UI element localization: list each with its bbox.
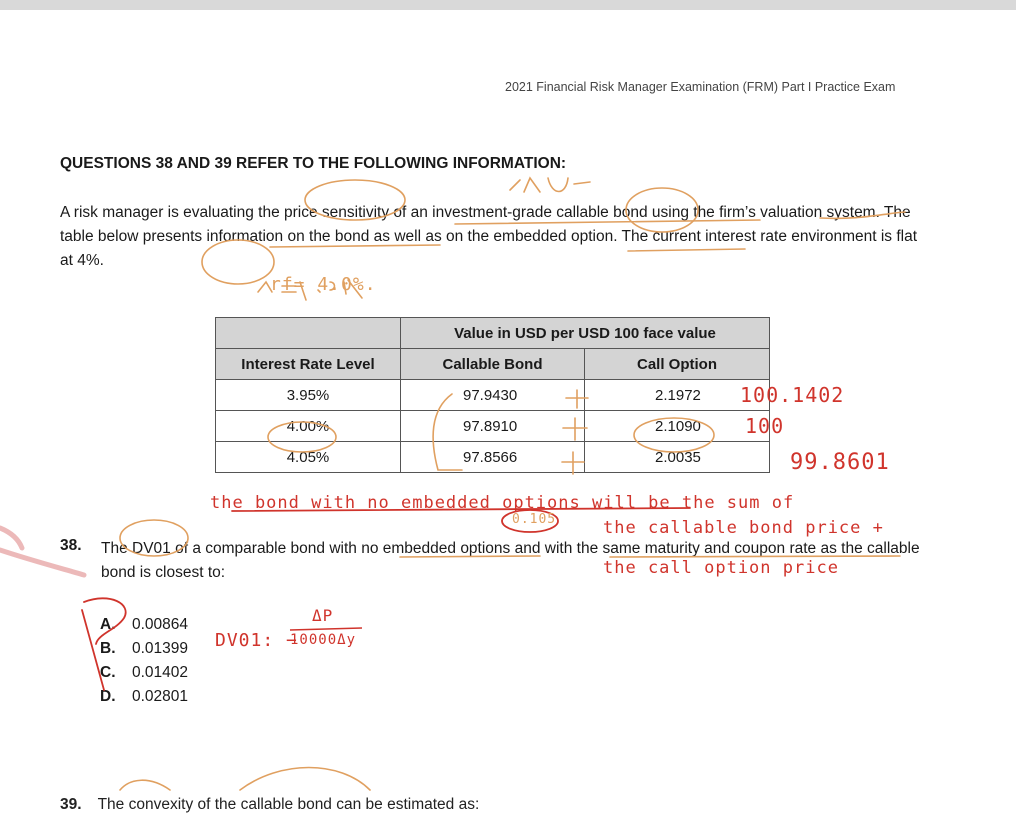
answer-option-b[interactable] xyxy=(100,640,188,658)
option-value: 0.01399 xyxy=(132,640,189,657)
handwritten-note-line-2: the callable bond price + xyxy=(603,518,884,538)
table-cell-rate: 4.05% xyxy=(216,442,401,473)
handwritten-sum-1: 100.1402 xyxy=(740,383,845,407)
option-value: 0.00864 xyxy=(132,616,189,633)
page-header: 2021 Financial Risk Manager Examination (FRM) Part I Practice Exam xyxy=(505,80,896,94)
handwritten-rf-note: rf= 4.0%. xyxy=(270,274,377,295)
ink-margin-mark-upper xyxy=(0,528,22,548)
answer-option-a[interactable] xyxy=(100,616,188,634)
bond-value-table xyxy=(215,317,770,473)
handwritten-sum-2: 100 xyxy=(745,414,785,438)
handwritten-sum-3: 99.8601 xyxy=(790,450,890,475)
answer-option-c[interactable] xyxy=(100,664,188,682)
ink-fraction-bar xyxy=(290,628,362,630)
table-row xyxy=(216,411,770,442)
column-header-rate: Interest Rate Level xyxy=(216,349,401,380)
table-cell-callable-bond: 97.8910 xyxy=(401,411,585,442)
option-letter: C. xyxy=(100,664,116,681)
next-question-text: The convexity of the callable bond can be estimated as: xyxy=(97,796,480,813)
table-row xyxy=(216,380,770,411)
next-question-number: 39. xyxy=(60,796,82,813)
table-group-header: Value in USD per USD 100 face value xyxy=(401,318,770,349)
ink-scribble-chinese xyxy=(510,178,590,192)
handwritten-formula-denominator: 10000Δy xyxy=(290,632,357,648)
option-value: 0.02801 xyxy=(132,688,189,705)
table-cell-call-option: 2.1090 xyxy=(585,411,770,442)
table-empty-corner-cell xyxy=(216,318,401,349)
question-text: The DV01 of a comparable bond with no embedded options and with the same maturity and coupon rate as the callable bond is closest to: xyxy=(101,540,920,581)
section-heading: QUESTIONS 38 AND 39 REFER TO THE FOLLOWING INFORMATION: xyxy=(60,155,567,172)
handwritten-formula-left: DV01: − xyxy=(215,630,298,651)
option-value: 0.01402 xyxy=(132,664,189,681)
column-header-callable-bond: Callable Bond xyxy=(401,349,585,380)
table-header-row xyxy=(216,349,770,380)
handwritten-circled-value: 0.105 xyxy=(512,512,557,527)
table-row xyxy=(216,442,770,473)
top-toolbar-strip xyxy=(0,0,1016,10)
next-question-partial xyxy=(60,796,479,814)
handwritten-note-line-3: the call option price xyxy=(603,558,839,578)
table-cell-call-option: 2.0035 xyxy=(585,442,770,473)
table-group-header-row xyxy=(216,318,770,349)
handwritten-formula-numerator: ΔP xyxy=(312,606,334,625)
table-cell-rate: 4.00% xyxy=(216,411,401,442)
option-letter: D. xyxy=(100,688,116,705)
question-number: 38. xyxy=(60,537,82,554)
column-header-call-option: Call Option xyxy=(585,349,770,380)
table-cell-callable-bond: 97.9430 xyxy=(401,380,585,411)
option-letter: B. xyxy=(100,640,116,657)
table-cell-rate: 3.95% xyxy=(216,380,401,411)
answer-option-d[interactable] xyxy=(100,688,188,706)
handwritten-note-line-1: the bond with no embedded options will be the sum of xyxy=(210,493,795,513)
option-letter: A. xyxy=(100,616,116,633)
ink-scribble-bottom xyxy=(120,768,370,791)
table-cell-call-option: 2.1972 xyxy=(585,380,770,411)
intro-paragraph: A risk manager is evaluating the price sensitivity of an investment-grade callable bond using the firm’s valuation system. The table below presents information on the bond as well as on the embedded option. The current interest rate environment is flat at 4%. xyxy=(60,204,918,269)
table-cell-callable-bond: 97.8566 xyxy=(401,442,585,473)
